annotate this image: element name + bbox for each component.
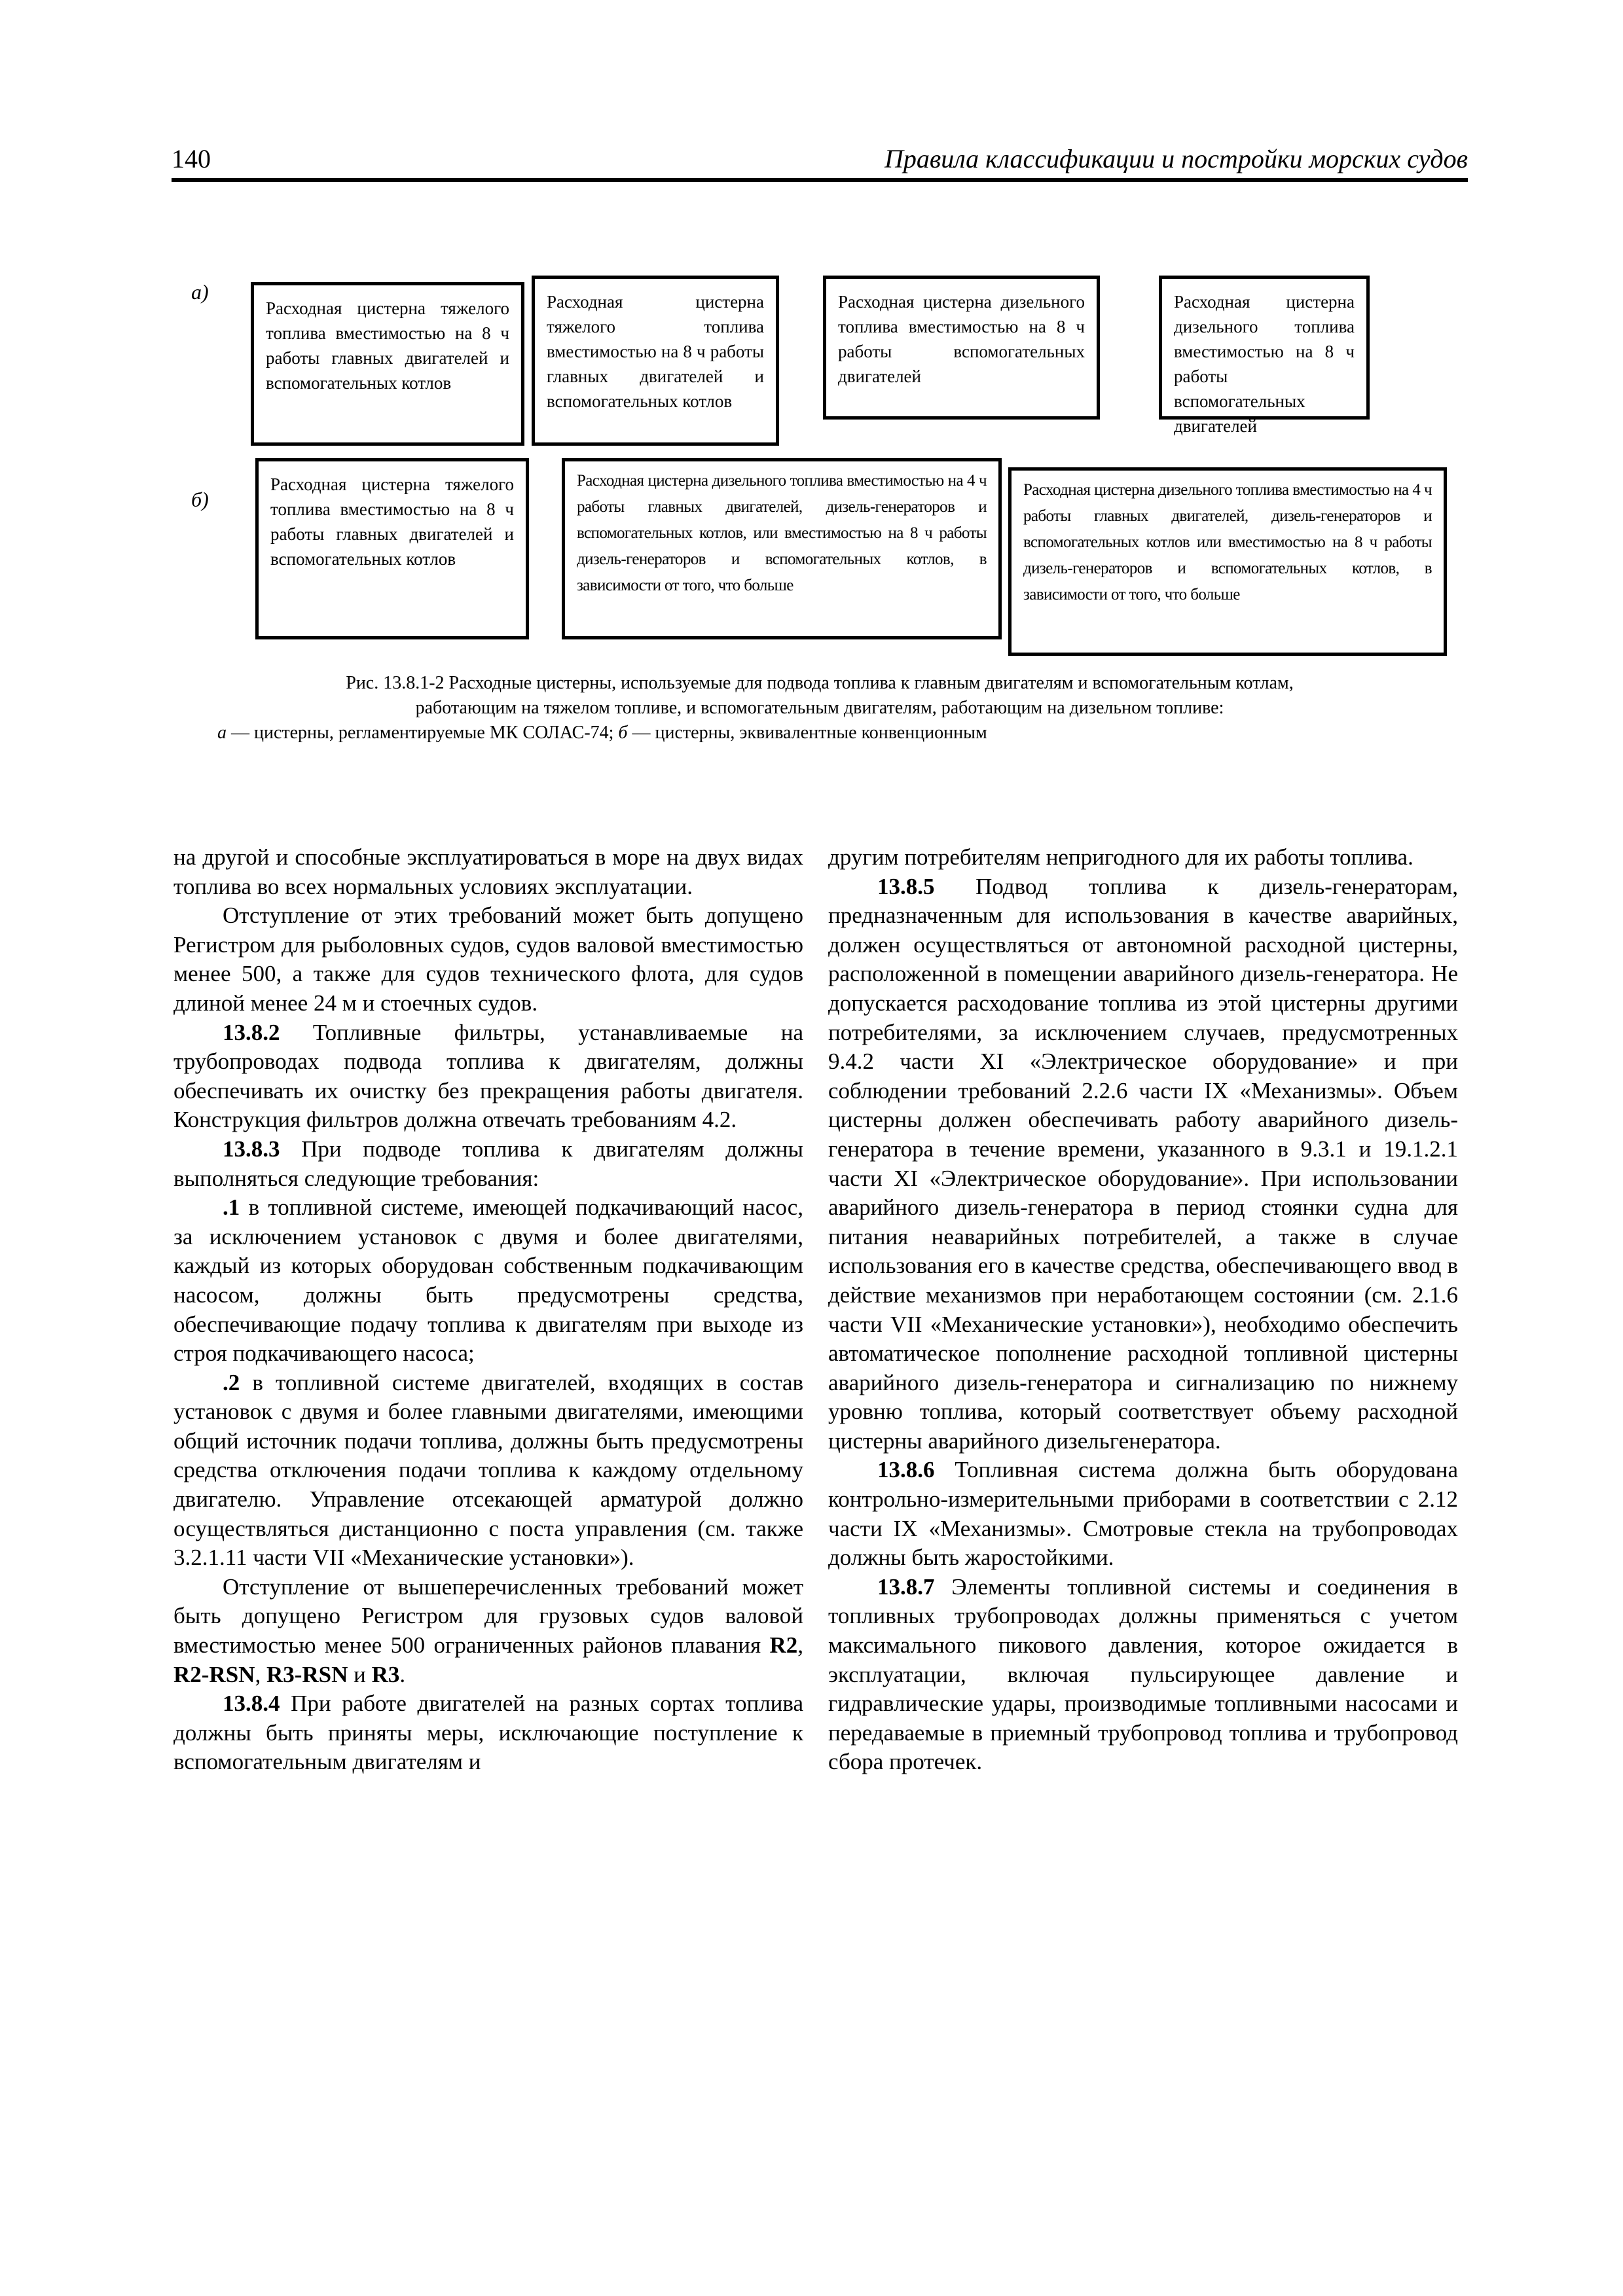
paragraph-13-8-2	[173, 1018, 803, 1135]
paragraph: на другой и способные эксплуатироваться в море на двух видах топлива во всех нормальных условиях эксплуатации.	[173, 844, 803, 899]
paragraph-text: Топливные фильтры, устанавливаемые на трубопроводах подвода топлива к двигателям, должны обеспечивать их очистку без прекращения работы двигателя. Конструкция фильтров должна отвечать требованиям 4.2.	[173, 1019, 803, 1133]
figure-box-a3: Расходная цистерна дизельного топлива вместимостью на 8 ч работы вспомогательных двигателей	[823, 276, 1100, 420]
figure-label-a: а)	[191, 280, 209, 304]
separator: и	[348, 1661, 372, 1687]
separator: ,	[255, 1661, 266, 1687]
paragraph: Отступление от этих требований может быть допущено Регистром для рыболовных судов, судов валовой вместимостью менее 500, а также для судов технического флота, для судов длиной менее 24 м и стоечных судов.	[173, 903, 803, 1016]
section-number: 13.8.4	[223, 1691, 280, 1717]
section-number: 13.8.6	[877, 1457, 935, 1483]
paragraph-exemption	[173, 1573, 803, 1689]
paragraph-text: Подвод топлива к дизель-генераторам, предназначенным для использования в качестве аварийных, должен осуществляться от автономной расходной цистерны, расположенной в помещении аварийного дизель-генератора. Не допускается расходование топлива из этой цистерны другими потребителями, за исключением случаев, предусмотренных 9.4.2 части XI «Электрическое оборудование» и при соблюдении требований 2.2.6 части IX «Механизмы». Объем цистерны должен обеспечивать работу аварийного дизель-генератора в течение времени, указанного в 9.3.1 и 19.1.2.1 части XI «Электрическое оборудование». При использовании аварийного дизель-генератора в период стоянки судна для питания неаварийных потребителей, а также в случае использования его в качестве средства, обеспечивающего ввод в действие механизмов при неработающем состоянии (см. 2.1.6 части VII «Механические установки»), необходимо обеспечить автоматическое пополнение расходной топливной цистерны аварийного дизель-генератора и сигнализацию по нижнему уровню топлива, который соответствует объему расходной цистерны аварийного дизельгенератора.	[828, 873, 1458, 1454]
paragraph: другим потребителям непригодного для их работы топлива.	[828, 844, 1413, 870]
figure-box-b3: Расходная цистерна дизельного топлива вместимостью на 4 ч работы главных двигателей, дизель-генераторов и вспомогательных котлов или вместимостью на 8 ч работы дизель-генераторов и вспомогательных котлов, в зависимости от того, что больше	[1008, 467, 1447, 656]
header-rule	[172, 178, 1468, 182]
paragraph-text: Элементы топливной системы и соединения в топливных трубопроводах должны применяться с учетом максимального пикового давления, которое ожидается в эксплуатации, включая пульсирующее давление и гидравлические удары, производимые топливными насосами и передаваемые в приемный трубопровод топлива и трубопровод сбора протечек.	[828, 1573, 1458, 1775]
list-number: .1	[223, 1194, 240, 1221]
paragraph-13-8-7	[828, 1573, 1458, 1777]
paragraph-text: в топливной системе двигателей, входящих в состав установок с двумя и более главными двигателями, имеющими общий источник подачи топлива, должны быть предусмотрены средства отключения подачи топлива к каждому отдельному двигателю. Управление отсекающей арматурой должно осуществляться дистанционно с поста управления (см. также 3.2.1.11 части VII «Механические установки»).	[173, 1369, 803, 1571]
paragraph-text: Топливная система должна быть оборудована контрольно-измерительными приборами в соответствии с 2.12 части IX «Механизмы». Смотровые стекла на трубопроводах должны быть жаростойкими.	[828, 1457, 1458, 1571]
area-code: R3	[371, 1661, 400, 1687]
paragraph-text: При подводе топлива к двигателям должны выполняться следующие требования:	[173, 1136, 803, 1191]
page-number: 140	[172, 144, 211, 173]
text-column-left	[173, 843, 803, 1777]
figure-caption	[172, 671, 1468, 745]
figure-label-b: б)	[191, 488, 209, 511]
caption-legend	[172, 721, 1468, 745]
legend-key-a: а	[217, 723, 227, 743]
legend-text-a: — цистерны, регламентируемые МК СОЛАС-74;	[227, 723, 619, 743]
area-code: R3-RSN	[266, 1661, 348, 1687]
figure-box-a4: Расходная цистерна дизельного топлива вместимостью на 8 ч работы вспомогательных двигателей	[1159, 276, 1370, 420]
figure-box-a2: Расходная цистерна тяжелого топлива вместимостью на 8 ч работы главных двигателей и вспомогательных котлов	[532, 276, 779, 446]
section-number: 13.8.2	[223, 1019, 280, 1045]
paragraph-text: в топливной системе, имеющей подкачивающий насос, за исключением установок с двумя и более двигателями, каждый из которых оборудован собственным подкачивающим насосом, должны быть предусмотрены средства, обеспечивающие подачу топлива к двигателям при выходе из строя подкачивающего насоса;	[173, 1194, 803, 1367]
paragraph-text: Отступление от вышеперечисленных требований может быть допущено Регистром для грузовых судов валовой вместимостью менее 500 ограниченных районов плавания	[173, 1573, 803, 1659]
legend-key-b: б	[618, 723, 628, 743]
caption-line-2: работающим на тяжелом топливе, и вспомогательным двигателям, работающим на дизельном топливе:	[415, 698, 1224, 718]
section-number: 13.8.5	[877, 873, 935, 899]
list-number: .2	[223, 1369, 240, 1395]
separator: .	[399, 1661, 406, 1687]
legend-text-b: — цистерны, эквивалентные конвенционным	[627, 723, 987, 743]
page-header	[172, 143, 1468, 182]
section-number: 13.8.7	[877, 1573, 935, 1600]
separator: ,	[797, 1632, 803, 1659]
text-column-right	[828, 843, 1458, 1777]
figure-box-a1: Расходная цистерна тяжелого топлива вместимостью на 8 ч работы главных двигателей и вспомогательных котлов	[251, 282, 524, 446]
paragraph-13-8-6	[828, 1456, 1458, 1572]
section-number: 13.8.3	[223, 1136, 280, 1162]
paragraph-13-8-4	[173, 1689, 803, 1777]
figure-box-b2: Расходная цистерна дизельного топлива вместимостью на 4 ч работы главных двигателей, дизель-генераторов и вспомогательных котлов, или вместимостью на 8 ч работы дизель-генераторов и вспомогательных котлов, в зависимости от того, что больше	[562, 458, 1002, 639]
list-item-2	[173, 1369, 803, 1573]
paragraph-13-8-3	[173, 1135, 803, 1193]
area-code: R2-RSN	[173, 1661, 255, 1687]
paragraph-text: При работе двигателей на разных сортах топлива должны быть приняты меры, исключающие поступление к вспомогательным двигателям и	[173, 1691, 803, 1775]
caption-line-1: Рис. 13.8.1-2 Расходные цистерны, используемые для подвода топлива к главным двигателям и вспомогательным котлам,	[346, 673, 1294, 693]
running-title: Правила классификации и постройки морских судов	[884, 144, 1468, 173]
figure-box-b1: Расходная цистерна тяжелого топлива вместимостью на 8 ч работы главных двигателей и вспомогательных котлов	[255, 458, 529, 639]
list-item-1	[173, 1193, 803, 1369]
paragraph-13-8-5	[828, 872, 1458, 1456]
area-code: R2	[769, 1632, 798, 1659]
